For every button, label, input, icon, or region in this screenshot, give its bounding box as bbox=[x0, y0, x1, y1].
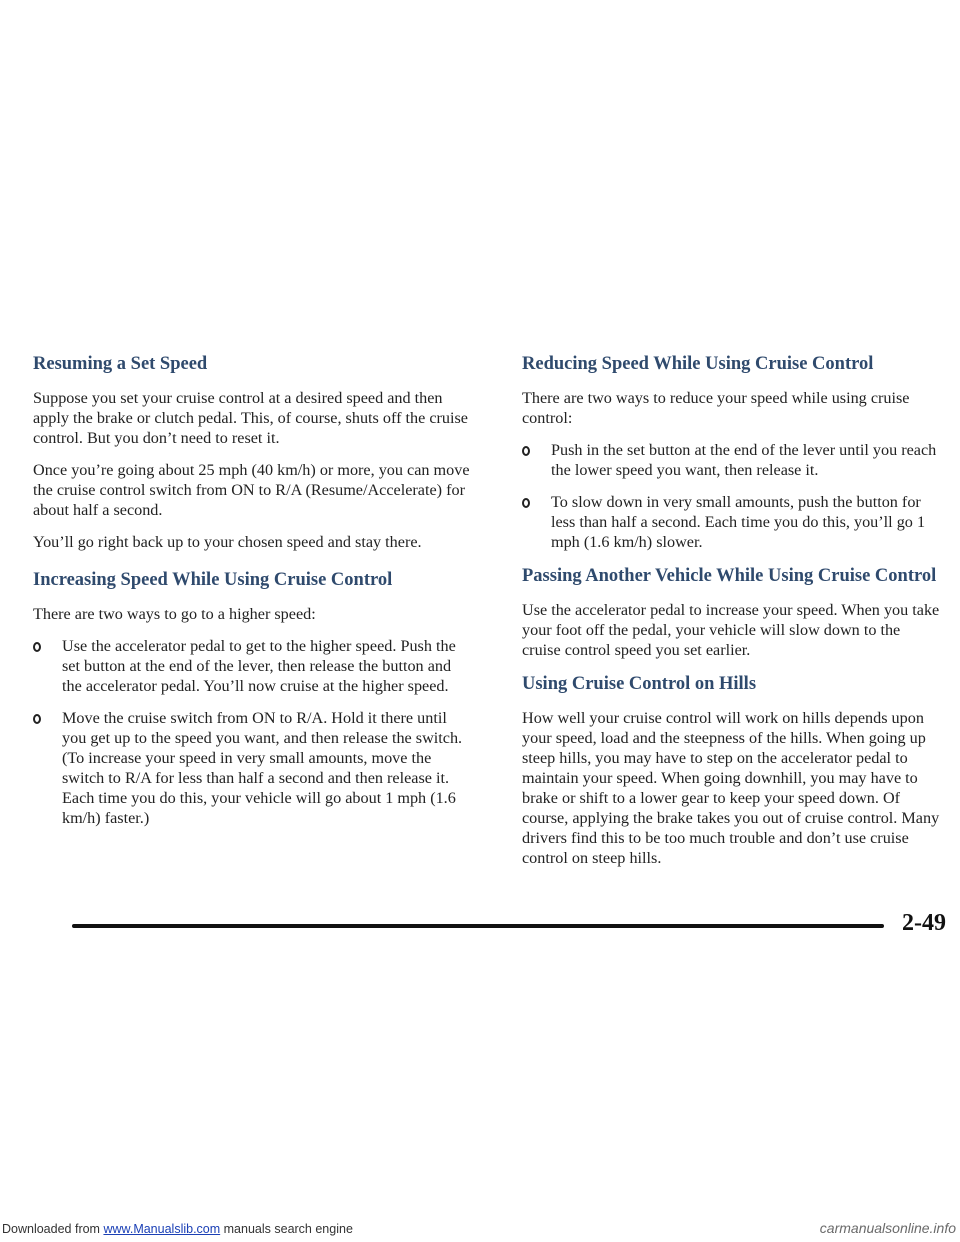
paragraph: Use the accelerator pedal to increase your speed. When you take your foot off the pedal, your vehicle will slow down to the cruise control speed you set earlier. bbox=[522, 601, 940, 659]
footer-suffix: manuals search engine bbox=[220, 1222, 353, 1236]
footer-prefix: Downloaded from bbox=[2, 1222, 104, 1236]
paragraph: How well your cruise control will work on hills depends upon your speed, load and the steepness of the hills. When going up steep hills, you may have to step on the accelerator pedal to maintain your speed. When going downhill, you may have to brake or shift to a lower gear to keep your speed down. Of course, applying the brake takes you out of cruise control. Many drivers find this to be too much trouble and don’t use cruise control on steep hills. bbox=[522, 709, 940, 867]
section-reducing-speed bbox=[522, 352, 942, 552]
section-cruise-on-hills bbox=[522, 672, 942, 868]
right-column bbox=[522, 352, 942, 880]
section-passing-vehicle bbox=[522, 564, 942, 660]
paragraph: You’ll go right back up to your chosen speed and stay there. bbox=[33, 533, 422, 551]
heading-increasing-speed: Increasing Speed While Using Cruise Control bbox=[33, 570, 393, 590]
heading-passing-vehicle: Passing Another Vehicle While Using Cruise Control bbox=[522, 566, 937, 586]
paragraph: There are two ways to reduce your speed while using cruise control: bbox=[522, 389, 910, 427]
section-resuming-set-speed bbox=[33, 352, 473, 552]
section-increasing-speed bbox=[33, 568, 473, 828]
footer-rule bbox=[72, 924, 884, 928]
manualslib-link[interactable]: www.Manualslib.com bbox=[103, 1222, 221, 1236]
list-item bbox=[33, 636, 473, 696]
bullet-icon bbox=[33, 714, 41, 724]
bullet-icon bbox=[522, 446, 530, 456]
bullet-list bbox=[522, 440, 942, 552]
bullet-icon bbox=[33, 642, 41, 652]
bullet-list bbox=[33, 636, 473, 828]
download-footer bbox=[2, 1222, 353, 1236]
paragraph: There are two ways to go to a higher speed: bbox=[33, 605, 316, 623]
list-item bbox=[522, 492, 942, 552]
page-number: 2-49 bbox=[902, 910, 946, 936]
watermark: carmanualsonline.info bbox=[819, 1220, 956, 1236]
list-item bbox=[522, 440, 942, 480]
bullet-icon bbox=[522, 498, 530, 508]
list-item-text: Use the accelerator pedal to get to the higher speed. Push the set button at the end of the lever, then release the button and the accelerator pedal. You’ll now cruise at the higher speed. bbox=[62, 637, 456, 695]
heading-cruise-on-hills: Using Cruise Control on Hills bbox=[522, 674, 757, 694]
heading-resuming-set-speed: Resuming a Set Speed bbox=[33, 354, 208, 374]
list-item-text: Move the cruise switch from ON to R/A. Hold it there until you get up to the speed you want, and then release the switch. (To increase your speed in very small amounts, move the switch to R/A for less than half a second and then release it. Each time you do this, your vehicle will go about 1 mph (1.6 km/h) faster.) bbox=[62, 709, 463, 827]
paragraph: Once you’re going about 25 mph (40 km/h) or more, you can move the cruise control switch from ON to R/A (Resume/Accelerate) for about half a second. bbox=[33, 461, 470, 519]
heading-reducing-speed: Reducing Speed While Using Cruise Control bbox=[522, 354, 874, 374]
list-item-text: To slow down in very small amounts, push the button for less than half a second. Each time you do this, you’ll go 1 mph (1.6 km/h) slower. bbox=[551, 493, 926, 551]
left-column bbox=[33, 352, 473, 840]
list-item-text: Push in the set button at the end of the lever until you reach the lower speed you want, then release it. bbox=[551, 441, 937, 479]
list-item bbox=[33, 708, 473, 828]
paragraph: Suppose you set your cruise control at a desired speed and then apply the brake or clutch pedal. This, of course, shuts off the cruise control. But you don’t need to reset it. bbox=[33, 389, 468, 447]
